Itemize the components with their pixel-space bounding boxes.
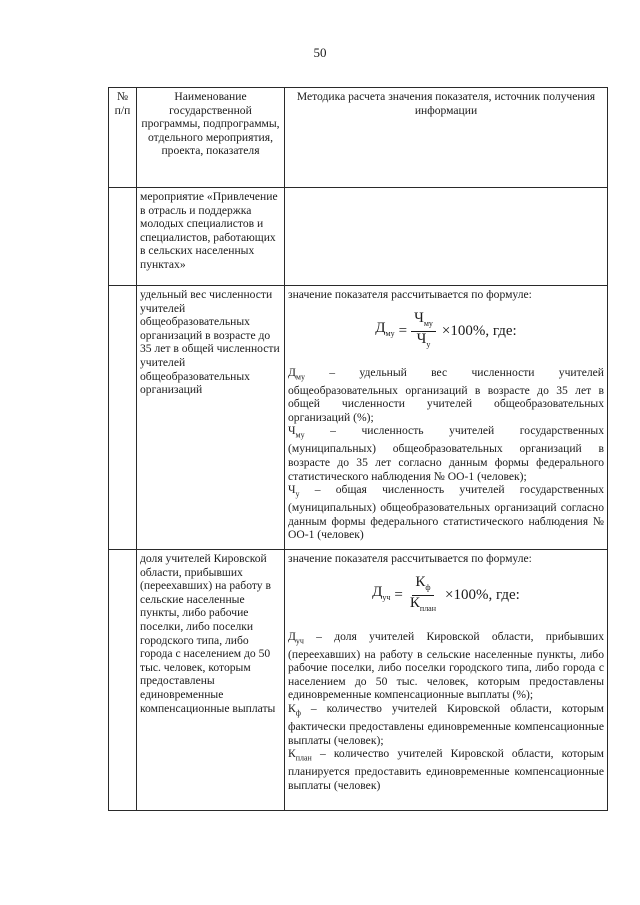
definition-item: $Д_{уч}$ – доля учителей Кировской области, прибывших (переехавших) на работу в сельские населенные пункты, либо рабочие поселки, либо поселки городского типа, либо города с населением до 50 тыс. человек, которым предоставлены единовременные компенсационные выплаты (%);: [288, 629, 604, 702]
row-method-cell: [285, 550, 608, 811]
formula: [288, 309, 604, 352]
formula-fraction: $\frac{К_ф}{К_{план}}$: [409, 573, 437, 614]
table-row: [109, 550, 608, 811]
formula: [288, 573, 604, 616]
table-row: [109, 286, 608, 550]
formula-intro: значение показателя рассчитывается по формуле:: [288, 552, 532, 565]
row-number-cell: [109, 188, 137, 286]
table-row: [109, 188, 608, 286]
definition-item: $Д_{му}$ – удельный вес численности учителей общеобразовательных организаций в возрасте до 35 лет в общей численности учителей общеобразовательных организаций (%);: [288, 365, 604, 424]
page-number: 50: [313, 45, 327, 60]
row-number-cell: [109, 286, 137, 550]
definition-item: $К_{план}$ – количество учителей Кировской области, которым планируется предоставить единовременные компенсационные выплаты (человек): [288, 747, 604, 792]
row-method-cell: [285, 188, 608, 286]
row-method-cell: [285, 286, 608, 550]
table-header-row: [109, 88, 608, 188]
formula-lhs: $Д_{уч}$: [372, 584, 391, 603]
formula-equals: =: [394, 586, 403, 603]
row-name-cell: удельный вес численности учителей общеобразовательных организаций в возрасте до 35 лет в общей численности учителей общеобразовательных организаций: [137, 286, 285, 550]
formula-equals: =: [398, 322, 408, 339]
formula-tail: ×100%, где:: [445, 586, 520, 603]
row-name-cell: доля учителей Кировской области, прибывших (переехавших) на работу в сельские населенные пункты, либо рабочие поселки, либо поселки городского типа, либо города с населением до 50 тыс. человек, которым предоставлены единовременные компенсационные выплаты: [137, 550, 285, 811]
header-name: Наименование государственной программы, подпрограммы, отдельного мероприятия, проекта, показателя: [137, 88, 285, 188]
definition-item: $Ч_у$ – общая численность учителей государственных (муниципальных) общеобразовательных организаций согласно данным формы федерального статистического наблюдения № ОО-1 (человек): [288, 483, 604, 542]
definition-item: $Ч_{му}$ – численность учителей государственных (муниципальных) общеобразовательных организаций в возрасте до 35 лет согласно данным формы федерального статистического наблюдения № ОО-1 (человек);: [288, 424, 604, 483]
header-number: № п/п: [109, 88, 137, 188]
row-number-cell: [109, 550, 137, 811]
definitions: [288, 366, 604, 542]
header-method: Методика расчета значения показателя, источник получения информации: [285, 88, 608, 188]
row-name-cell: мероприятие «Привлечение в отрасль и поддержка молодых специалистов и специалистов, работающих в сельских населенных пунктах»: [137, 188, 285, 286]
formula-fraction: $\frac{Ч_{му}}{Ч_у}$: [411, 312, 436, 352]
formula-lhs: $Д_{му}$: [375, 320, 395, 339]
formula-intro: значение показателя рассчитывается по формуле:: [288, 288, 532, 301]
formula-tail: ×100%, где:: [441, 322, 517, 339]
definitions: [288, 630, 604, 792]
indicator-table: [108, 87, 608, 811]
definition-item: $К_ф$ – количество учителей Кировской области, которым фактически предоставлены единовременные компенсационные выплаты (человек);: [288, 702, 604, 747]
